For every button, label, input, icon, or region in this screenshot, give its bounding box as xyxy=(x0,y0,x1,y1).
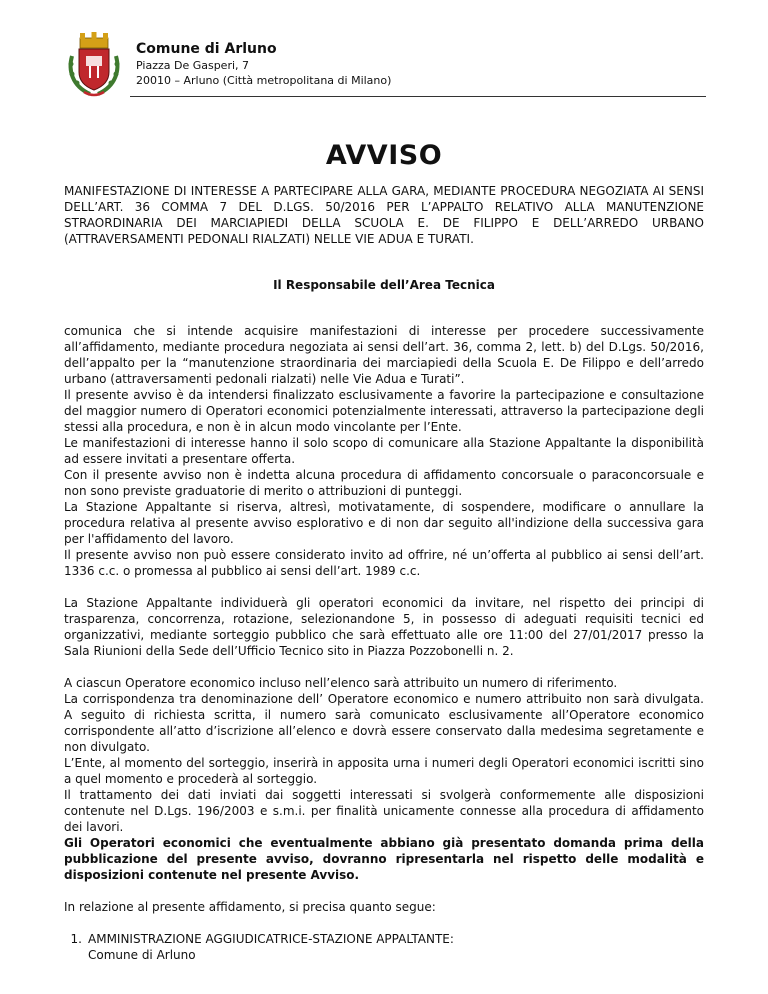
header-divider xyxy=(130,96,706,97)
list-item xyxy=(64,931,704,963)
paragraph: La Stazione Appaltante si riserva, altresì, motivatamente, di sospendere, modificare o annullare la procedura relativa al presente avviso esplorativo e di non dar seguito all'indizione della successiva gara per l'affidamento del lavoro. xyxy=(64,500,704,546)
spacer xyxy=(64,579,704,595)
numbered-list xyxy=(64,931,704,963)
document-header xyxy=(64,30,704,98)
paragraph: Con il presente avviso non è indetta alcuna procedura di affidamento concorsuale o paraconcorsuale e non sono previste graduatorie di merito o attribuzioni di punteggi. xyxy=(64,468,704,498)
paragraph: A ciascun Operatore economico incluso nell’elenco sarà attribuito un numero di riferimento. xyxy=(64,676,618,690)
spacer xyxy=(64,883,704,899)
document-body xyxy=(64,183,704,963)
list-intro: In relazione al presente affidamento, si precisa quanto segue: xyxy=(64,900,436,914)
page-title: AVVISO xyxy=(325,140,443,171)
subject-paragraph: MANIFESTAZIONE DI INTERESSE A PARTECIPARE ALLA GARA, MEDIANTE PROCEDURA NEGOZIATA AI SENSI DELL’ART. 36 COMMA 7 DEL D.LGS. 50/2016 PER L’APPALTO RELATIVO ALLA MANUTENZIONE STRAORDINARIA DEI MARCIAPIEDI DELLA SCUOLA E. DE FILIPPO E DELL’ARREDO URBANO (ATTRAVERSAMENTI PEDONALI RIALZATI) NELLE VIE ADUA E TURATI. xyxy=(64,184,704,246)
spacer xyxy=(64,659,704,675)
responsible-heading: Il Responsabile dell’Area Tecnica xyxy=(273,278,495,292)
paragraph: Il trattamento dei dati inviati dai soggetti interessati si svolgerà conformemente alle disposizioni contenute nel D.Lgs. 196/2003 e s.m.i. per finalità unicamente connesse alla procedura di affidamento dei lavori. xyxy=(64,788,704,834)
list-item-number: 1. xyxy=(70,932,82,946)
paragraph: La Stazione Appaltante individuerà gli operatori economici da invitare, nel rispetto dei principi di trasparenza, concorrenza, rotazione, selezionandone 5, in possesso di adeguati requisiti tecnici ed organizzativi, mediante sorteggio pubblico che sarà effettuato alle ore 11:00 del 27/01/2017 presso la Sala Riunioni della Sede dell’Ufficio Tecnico sito in Piazza Pozzobonelli n. 2. xyxy=(64,596,704,658)
org-name: Comune di Arluno xyxy=(136,41,277,57)
list-item-value: Comune di Arluno xyxy=(88,948,196,962)
paragraph: Il presente avviso è da intendersi finalizzato esclusivamente a favorire la partecipazione e consultazione del maggior numero di Operatori economici potenzialmente interessati, attraverso la partecipazione degli stessi alla procedura, e non è in alcun modo vincolante per l’Ente. xyxy=(64,388,704,434)
paragraph: Le manifestazioni di interesse hanno il solo scopo di comunicare alla Stazione Appaltante la disponibilità ad essere invitati a presentare offerta. xyxy=(64,436,704,466)
paragraph: comunica che si intende acquisire manifestazioni di interesse per procedere successivamente all’affidamento, mediante procedura negoziata ai sensi dell’art. 36, comma 2, lett. b) del D.Lgs. 50/2016, dell’appalto per la “manutenzione straordinaria dei marciapiedi della Scuola E. De Filippo e dell’arredo urbano (attraversamenti pedonali rialzati) nelle Vie Adua e Turati”. xyxy=(64,324,704,386)
paragraph: L’Ente, al momento del sorteggio, inserirà in apposita urna i numeri degli Operatori economici iscritti sino a quel momento e procederà al sorteggio. xyxy=(64,756,704,786)
address-line-1: Piazza De Gasperi, 7 xyxy=(136,59,250,72)
address-line-2: 20010 – Arluno (Città metropolitana di Milano) xyxy=(136,74,392,87)
paragraph: La corrispondenza tra denominazione dell’ Operatore economico e numero attribuito non sarà divulgata. A seguito di richiesta scritta, il numero sarà comunicato esclusivamente all’Operatore economico corrispondente all’atto d’iscrizione all’elenco e dovrà essere conservato dalla medesima segretamente e non divulgato. xyxy=(64,692,704,754)
bold-notice-paragraph: Gli Operatori economici che eventualmente abbiano già presentato domanda prima della pubblicazione del presente avviso, dovranno ripresentarla nel rispetto delle modalità e disposizioni contenute nel presente Avviso. xyxy=(64,836,704,882)
municipal-crest-icon xyxy=(64,30,124,98)
list-item-heading: AMMINISTRAZIONE AGGIUDICATRICE-STAZIONE APPALTANTE: xyxy=(88,932,454,946)
paragraph: Il presente avviso non può essere considerato invito ad offrire, né un’offerta al pubblico ai sensi dell’art. 1336 c.c. o promessa al pubblico ai sensi dell’art. 1989 c.c. xyxy=(64,548,704,578)
